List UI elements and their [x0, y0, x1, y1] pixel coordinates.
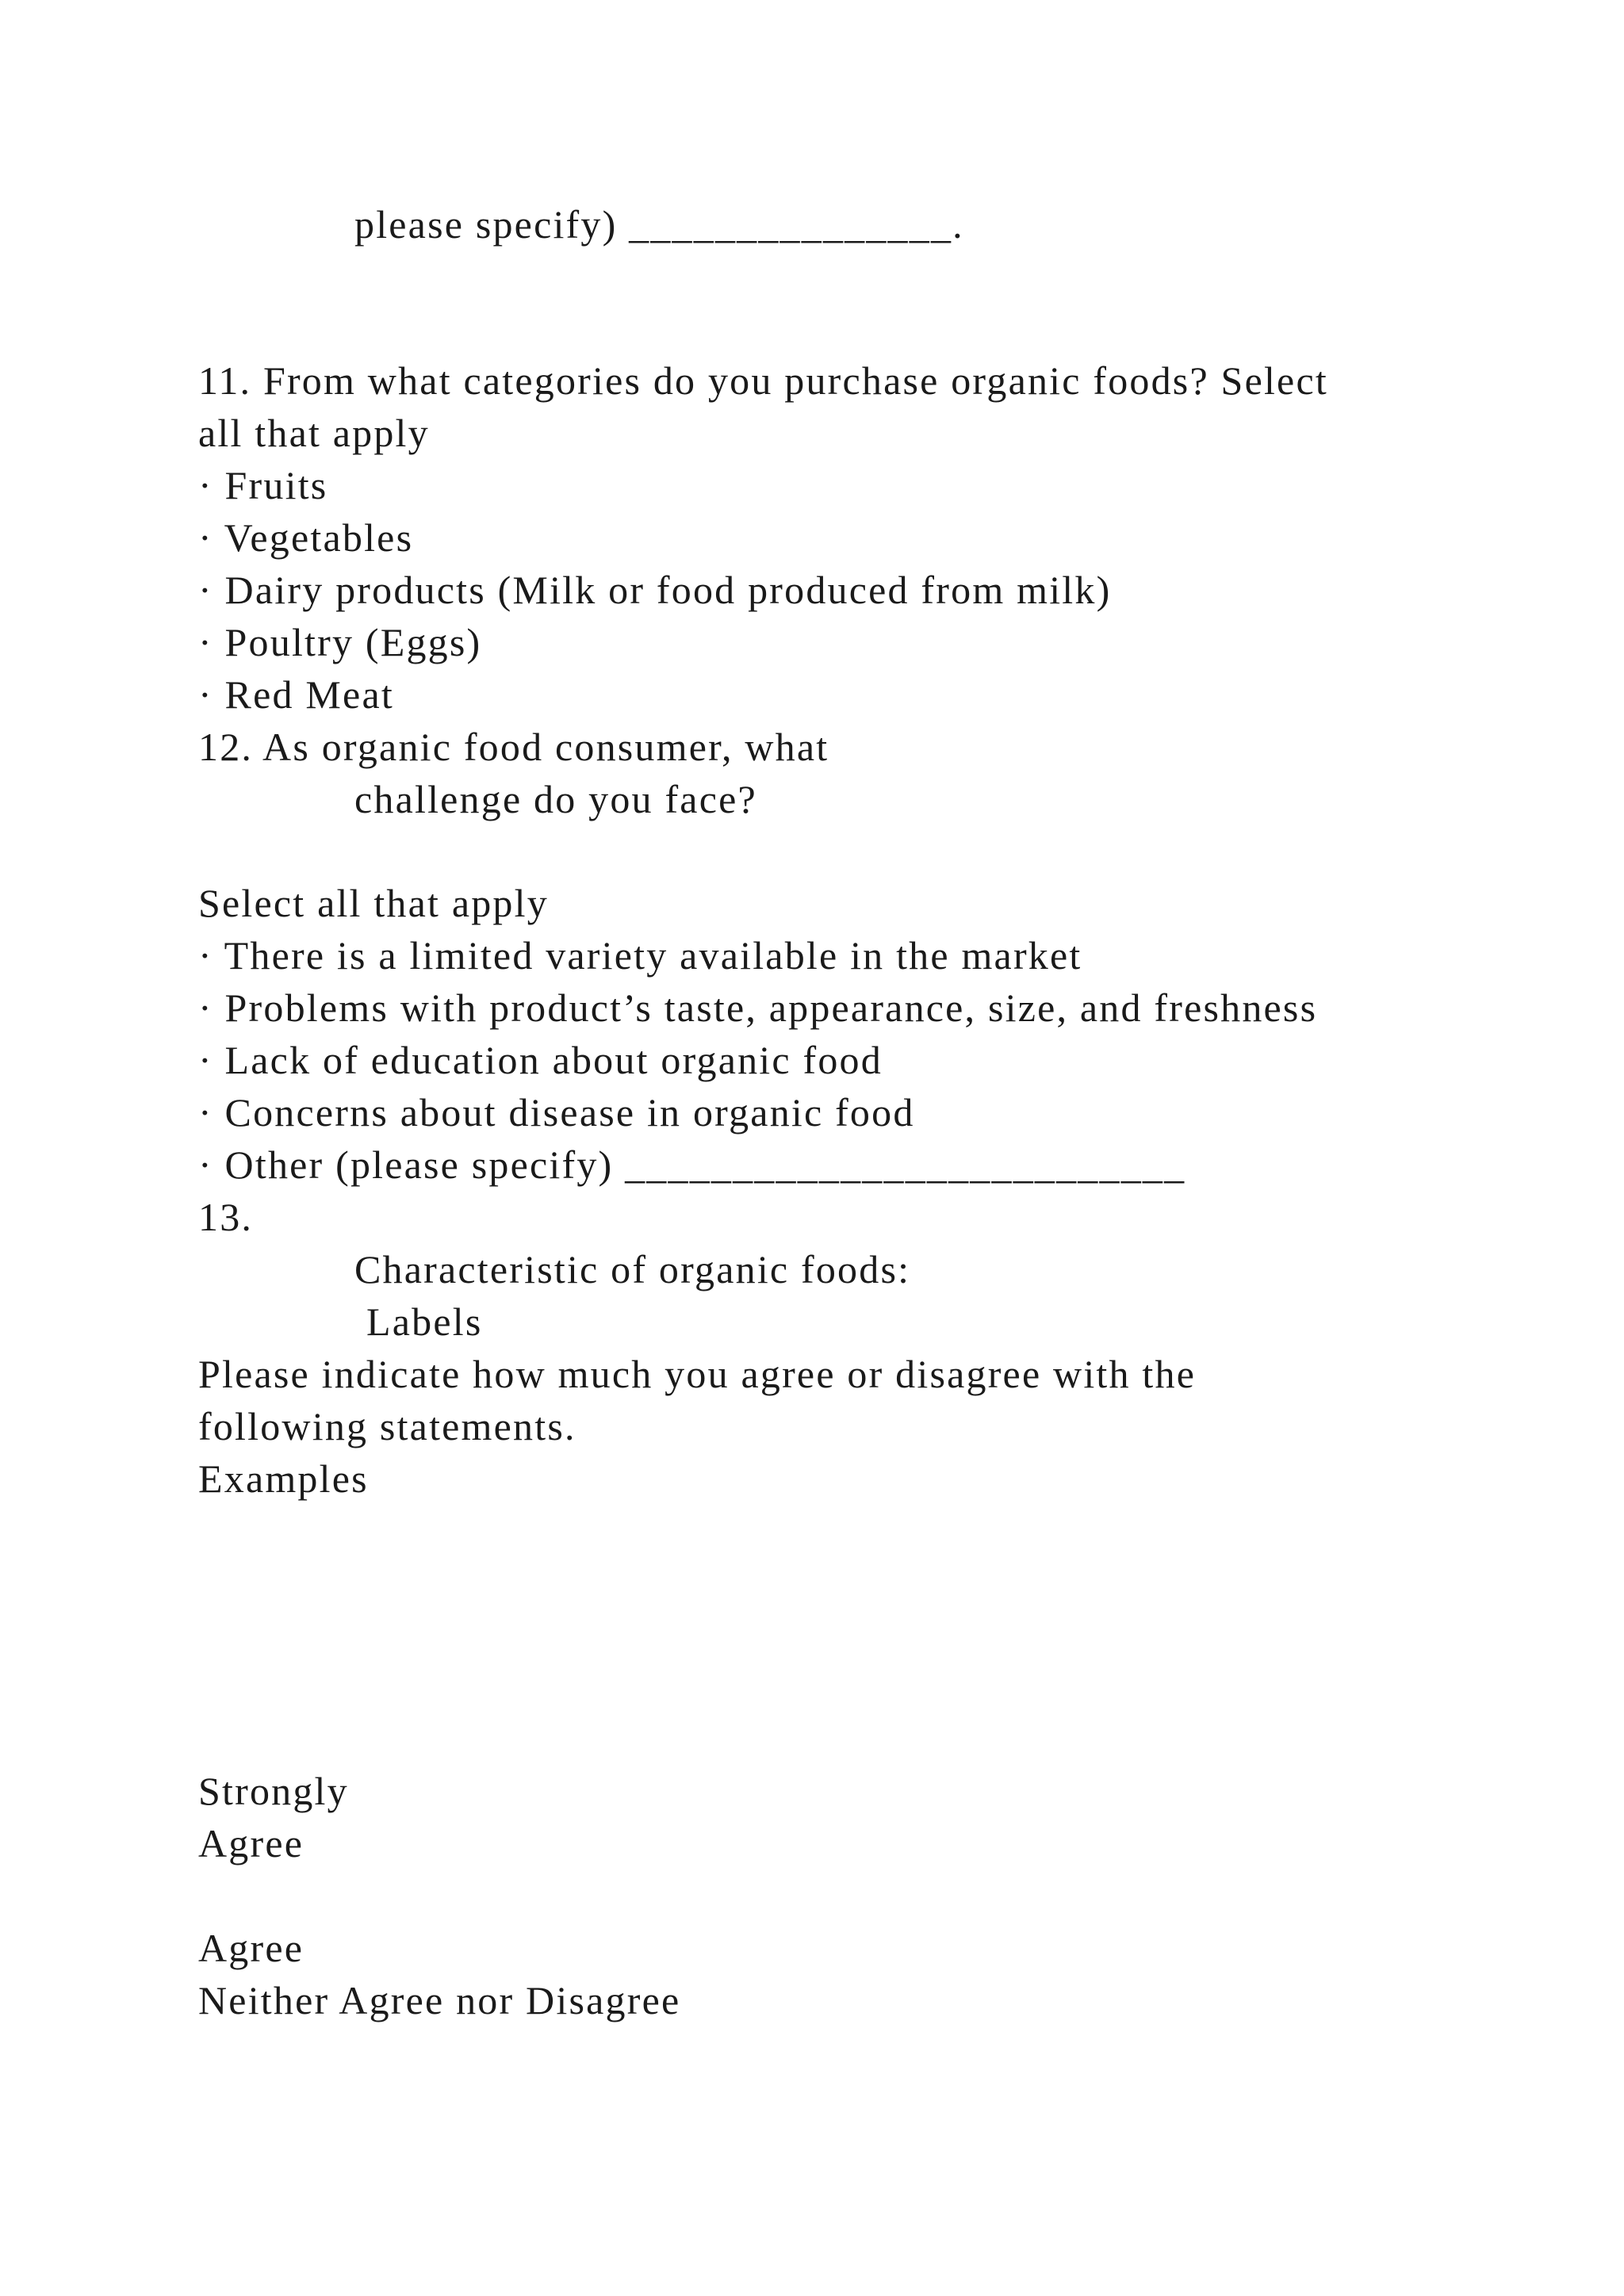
- q13-heading: Characteristic of organic foods:: [354, 1247, 911, 1292]
- scale-agree: Agree: [198, 1926, 304, 1970]
- q13-instruction-line2: following statements.: [198, 1404, 576, 1448]
- q12-option-product-problems: · Problems with product’s taste, appearance, size, and freshness: [198, 985, 1318, 1030]
- q12-question-line2: challenge do you face?: [354, 777, 757, 821]
- q12-question-line1: 12. As organic food consumer, what: [198, 725, 829, 769]
- q13-subheading: Labels: [366, 1299, 483, 1344]
- q11-question-line2: all that apply: [198, 411, 430, 455]
- q12-option-limited-variety: · There is a limited variety available in the market: [198, 933, 1082, 978]
- q11-option-poultry: · Poultry (Eggs): [198, 620, 482, 664]
- q11-question-line1: 11. From what categories do you purchase organic foods? Select: [198, 358, 1328, 403]
- q11-option-vegetables: · Vegetables: [198, 515, 414, 560]
- q11-option-red-meat: · Red Meat: [198, 672, 394, 717]
- q11-option-fruits: · Fruits: [198, 463, 328, 507]
- scale-strongly-agree-line1: Strongly: [198, 1769, 349, 1813]
- q12-option-disease-concerns: · Concerns about disease in organic food: [198, 1090, 915, 1135]
- q13-instruction-line1: Please indicate how much you agree or disagree with the: [198, 1352, 1197, 1396]
- scale-neutral: Neither Agree nor Disagree: [198, 1978, 681, 2022]
- scale-strongly-agree-line2: Agree: [198, 1821, 304, 1866]
- q13-number: 13.: [198, 1195, 254, 1239]
- q13-examples-label: Examples: [198, 1456, 369, 1501]
- q12-option-other: · Other (please specify) __________________________: [198, 1142, 1186, 1187]
- q12-instruction: Select all that apply: [198, 881, 549, 925]
- q12-option-lack-education: · Lack of education about organic food: [198, 1038, 883, 1082]
- q10-tail-text: please specify) _______________.: [354, 202, 964, 247]
- q11-option-dairy: · Dairy products (Milk or food produced from milk): [198, 568, 1112, 612]
